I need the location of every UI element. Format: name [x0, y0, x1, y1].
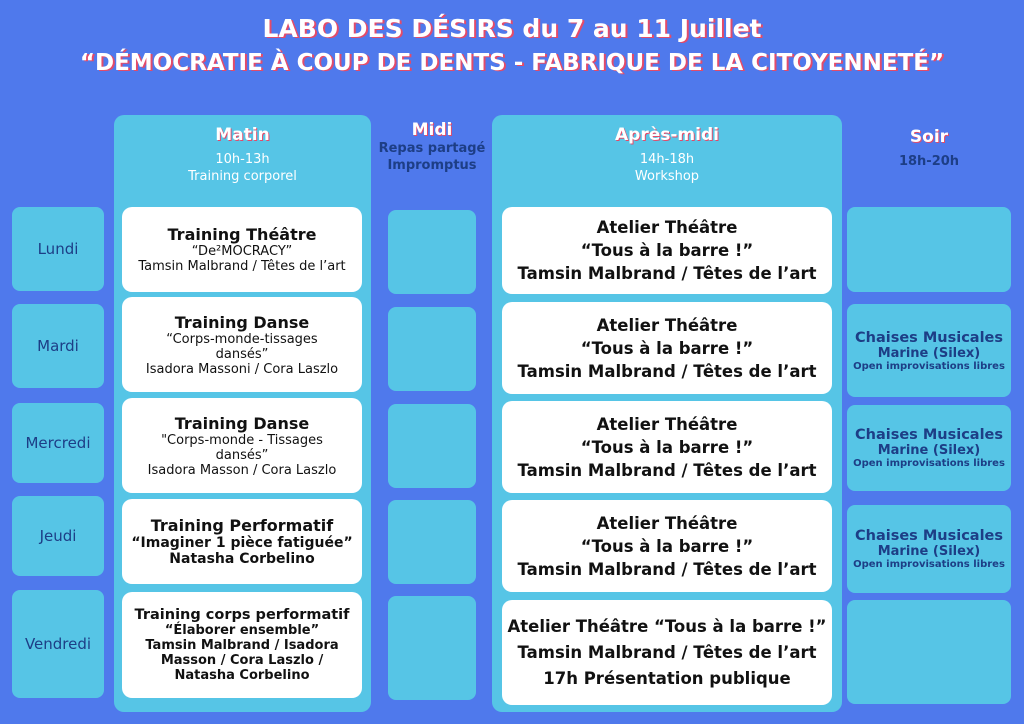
evening-session-card [847, 405, 1011, 491]
midi-slot [388, 596, 476, 700]
session-title: Training corps performatif [134, 607, 350, 623]
afternoon-session-card [502, 500, 832, 592]
session-note: Open improvisations libres [853, 559, 1005, 570]
afternoon-header [492, 125, 842, 185]
session-subtitle: “Élaborer ensemble” [164, 623, 320, 638]
morning-label: Matin [215, 125, 270, 145]
session-line: “Tous à la barre !” [580, 536, 754, 556]
session-title: Training Danse [174, 312, 310, 332]
midi-slot [388, 404, 476, 488]
evening-slot-empty [847, 207, 1011, 292]
session-title: Training Performatif [150, 516, 334, 535]
session-subtitle: “Corps-monde-tissages [166, 331, 318, 347]
session-title: Training Théâtre [167, 225, 317, 244]
day-label: Mercredi [12, 403, 104, 483]
session-title: Chaises Musicales [854, 329, 1004, 346]
session-title: Chaises Musicales [854, 427, 1004, 443]
afternoon-activity: Workshop [634, 169, 700, 184]
session-line: Atelier Théâtre [596, 315, 738, 335]
midi-header [370, 120, 494, 174]
day-label: Jeudi [12, 496, 104, 576]
morning-session-card [122, 398, 362, 493]
afternoon-hours: 14h-18h [639, 152, 695, 167]
midi-label: Midi [411, 120, 453, 140]
session-people: Tamsin Malbrand / Isadora [145, 638, 339, 653]
midi-line2: Impromptus [387, 158, 477, 173]
morning-header [114, 125, 371, 185]
session-line: Tamsin Malbrand / Têtes de l’art [517, 642, 817, 662]
day-label: Mardi [12, 304, 104, 388]
session-line: 17h Présentation publique [543, 668, 791, 688]
session-line: “Tous à la barre !” [580, 437, 754, 457]
midi-slot [388, 210, 476, 294]
evening-hours: 18h-20h [898, 154, 960, 169]
afternoon-session-card [502, 600, 832, 705]
afternoon-session-card [502, 401, 832, 493]
session-subtitle: "Corps-monde - Tissages [161, 432, 323, 448]
afternoon-session-card [502, 302, 832, 394]
afternoon-label: Après-midi [615, 125, 719, 145]
session-line: Tamsin Malbrand / Têtes de l’art [517, 559, 817, 579]
session-people: Tamsin Malbrand / Têtes de l’art [138, 259, 346, 274]
session-line: Tamsin Malbrand / Têtes de l’art [517, 264, 817, 283]
session-line: Tamsin Malbrand / Têtes de l’art [517, 460, 817, 480]
session-subtitle: “De²MOCRACY” [191, 244, 293, 259]
session-line: Atelier Théâtre [596, 414, 738, 434]
session-note: Open improvisations libres [853, 458, 1005, 469]
midi-line1: Repas partagé [378, 141, 486, 156]
session-note: Open improvisations libres [853, 360, 1005, 372]
session-people: Natasha Corbelino [174, 668, 310, 683]
session-title: Chaises Musicales [854, 528, 1004, 544]
session-people: Natasha Corbelino [169, 551, 315, 567]
session-artist: Marine (Silex) [877, 345, 981, 361]
evening-session-card [847, 304, 1011, 397]
session-artist: Marine (Silex) [877, 443, 981, 458]
day-label: Vendredi [12, 590, 104, 698]
midi-slot [388, 500, 476, 584]
session-subtitle: dansés” [215, 447, 269, 463]
morning-activity: Training corporel [188, 169, 297, 184]
morning-session-card [122, 297, 362, 392]
session-line: Atelier Théâtre “Tous à la barre !” [507, 616, 827, 636]
evening-session-card [847, 505, 1011, 593]
morning-session-card [122, 207, 362, 292]
evening-slot-empty [847, 600, 1011, 704]
midi-slot [388, 307, 476, 391]
page-title: LABO DES DÉSIRS du 7 au 11 Juillet [262, 14, 762, 43]
morning-session-card [122, 592, 362, 698]
session-line: Atelier Théâtre [596, 218, 738, 237]
session-artist: Marine (Silex) [877, 544, 981, 559]
session-subtitle: dansés” [215, 346, 269, 362]
session-people: Masson / Cora Laszlo / [160, 653, 324, 668]
session-line: “Tous à la barre !” [580, 241, 754, 260]
session-title: Training Danse [174, 413, 310, 433]
session-subtitle: “Imaginer 1 pièce fatiguée” [131, 535, 353, 551]
session-line: Atelier Théâtre [596, 513, 738, 533]
morning-hours: 10h-13h [215, 152, 270, 167]
page-subtitle: “DÉMOCRATIE À COUP DE DENTS - FABRIQUE DE LA CITOYENNETÉ” [79, 50, 945, 76]
morning-session-card [122, 499, 362, 584]
session-line: Tamsin Malbrand / Têtes de l’art [517, 361, 817, 381]
session-line: “Tous à la barre !” [580, 338, 754, 358]
evening-header [847, 127, 1011, 170]
session-people: Isadora Massoni / Cora Laszlo [145, 361, 339, 377]
evening-label: Soir [909, 127, 949, 147]
afternoon-session-card [502, 207, 832, 294]
session-people: Isadora Masson / Cora Laszlo [147, 462, 337, 478]
day-label: Lundi [12, 207, 104, 291]
